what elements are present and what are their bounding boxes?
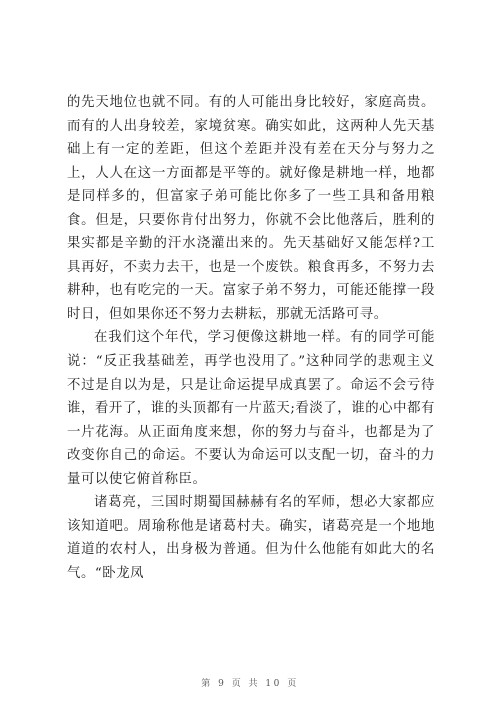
page-footer: 第 9 页 共 10 页 xyxy=(201,679,299,689)
paragraph-1: 的先天地位也就不同。有的人可能出身比较好，家庭高贵。而有的人出身较差，家境贫寒。确实如此，这两种人先天基础上有一定的差距，但这个差距并没有差在天分与努力之上，人人在这一方面都是平等的。就好像是耕地一样，地都是同样多的，但富家子弟可能比你多了一些工具和备用粮食。但是，只要你肯付出努力，你就不会比他落后，胜利的果实都是辛勤的汗水浇灌出来的。先天基础好又能怎样?工具再好，不卖力去干，也是一个废铁。粮食再多，不努力去耕种，也有吃完的一天。富家子弟不努力，可能还能撑一段时日，但如果你还不努力去耕耘，那就无活路可寻。 xyxy=(67,95,435,322)
page-content xyxy=(67,91,435,585)
paragraph-3: 诸葛亮，三国时期蜀国赫赫有名的军师，想必大家都应该知道吧。周瑜称他是诸葛村夫。确实，诸葛亮是一个地地道道的农村人，出身极为普通。但为什么他能有如此大的名气。“卧龙凤 xyxy=(67,495,435,581)
paragraph-2: 在我们这个年代，学习便像这耕地一样。有的同学可能说：“反正我基础差，再学也没用了。”这种同学的悲观主义不过是自以为是，只是让命运提早成真罢了。命运不会亏待谁，看开了，谁的头顶都有一片蓝天;看淡了，谁的心中都有一片花海。从正面角度来想，你的努力与奋斗，也都是为了改变你自己的命运。不要认为命运可以支配一切，奋斗的力量可以使它俯首称臣。 xyxy=(67,330,435,487)
